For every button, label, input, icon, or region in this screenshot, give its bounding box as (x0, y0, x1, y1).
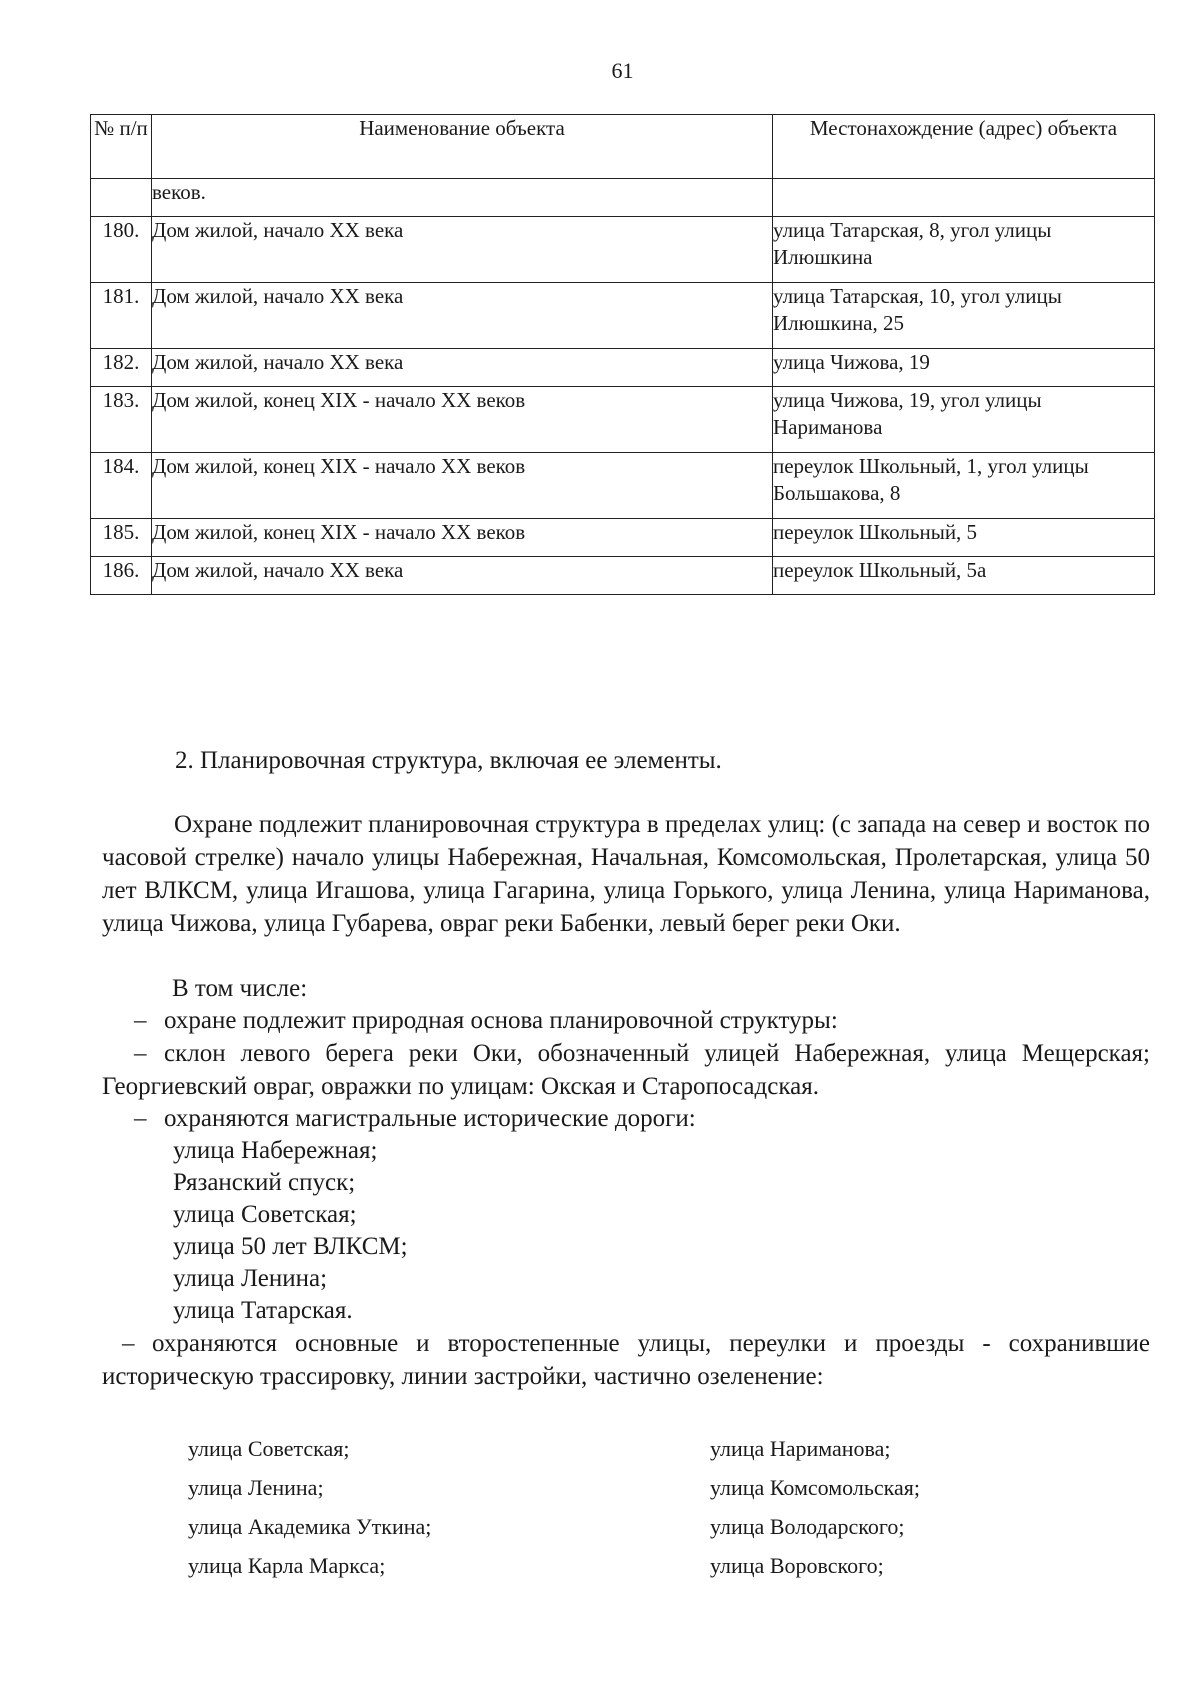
road-item: улица Ленина; (173, 1265, 328, 1292)
street-item: улица Нариманова; (710, 1436, 891, 1461)
row-address: переулок Школьный, 5 (773, 519, 1155, 557)
street-item: улица Комсомольская; (710, 1475, 921, 1500)
table-header-row (91, 115, 1155, 179)
paragraph-planning-structure: Охране подлежит планировочная структура в пределах улиц: (с запада на север и восток по часовой стрелке) начало улицы Набережная, Начальная, Комсомольская, Пролетарская, улица 50 лет ВЛКСМ, улица Игашова, улица Гагарина, улица Горького, улица Ленина, улица Нариманова, улица Чижова, улица Губарева, овраг реки Бабенки, левый берег реки Оки. (102, 811, 1151, 937)
list-item-text: охраняются основные и второстепенные улицы, переулки и проезды - сохранившие историческую трассировку, линии застройки, частично озеленение: (102, 1330, 1150, 1390)
streets-column-left (188, 1429, 431, 1585)
list-item-streets-kept (102, 1327, 1150, 1393)
list-item-text: охране подлежит природная основа планировочной структуры: (164, 1007, 838, 1034)
list-item-text: склон левого берега реки Оки, обозначенный улицей Набережная, улица Мещерская; Георгиевский овраг, овражки по улицам: Окская и Старопосадская. (102, 1040, 1150, 1100)
table-row (91, 179, 1155, 217)
list-item-roads (102, 1102, 1150, 1135)
street-item: улица Советская; (188, 1436, 350, 1461)
row-name: Дом жилой, начало XX века (152, 283, 773, 349)
row-num: 180. (91, 217, 152, 283)
street-item: улица Володарского; (710, 1514, 905, 1539)
row-num: 186. (91, 557, 152, 595)
row-name: Дом жилой, начало XX века (152, 349, 773, 387)
row-address: улица Татарская, 8, угол улицы Илюшкина (773, 217, 1155, 283)
streets-column-right (710, 1429, 920, 1585)
list-item-slope (102, 1037, 1150, 1103)
page-number: 61 (611, 58, 634, 83)
street-item: улица Ленина; (188, 1475, 324, 1500)
road-item: улица Татарская. (173, 1297, 353, 1324)
row-num: 182. (91, 349, 152, 387)
table-row (91, 217, 1155, 283)
in-particular-label: В том числе: (172, 975, 308, 1002)
street-item: улица Воровского; (710, 1553, 884, 1578)
row-name: Дом жилой, конец XIX - начало XX веков (152, 387, 773, 453)
header-address: Местонахождение (адрес) объекта (773, 115, 1155, 179)
road-item: Рязанский спуск; (173, 1169, 356, 1196)
row-num: 183. (91, 387, 152, 453)
row-address: переулок Школьный, 1, угол улицы Большакова, 8 (773, 453, 1155, 519)
row-address (773, 179, 1155, 217)
dash-marker: – (134, 1007, 147, 1034)
header-num: № п/п (91, 115, 152, 179)
road-item: улица Советская; (173, 1201, 357, 1228)
row-address: улица Чижова, 19, угол улицы Нариманова (773, 387, 1155, 453)
table-row (91, 387, 1155, 453)
section-heading: 2. Планировочная структура, включая ее элементы. (175, 747, 722, 774)
objects-table (90, 114, 1155, 595)
street-item: улица Карла Маркса; (188, 1553, 386, 1578)
road-item: улица Набережная; (173, 1137, 378, 1164)
table-row (91, 283, 1155, 349)
table-row (91, 557, 1155, 595)
row-name: Дом жилой, начало XX века (152, 217, 773, 283)
row-name: Дом жилой, конец XIX - начало XX веков (152, 519, 773, 557)
street-item: улица Академика Уткина; (188, 1514, 432, 1539)
dash-marker: – (134, 1040, 147, 1067)
row-num: 185. (91, 519, 152, 557)
table-row (91, 349, 1155, 387)
row-address: улица Чижова, 19 (773, 349, 1155, 387)
road-item: улица 50 лет ВЛКСМ; (173, 1233, 408, 1260)
row-address: переулок Школьный, 5а (773, 557, 1155, 595)
list-item-text: охраняются магистральные исторические дороги: (164, 1105, 696, 1132)
row-num (91, 179, 152, 217)
dash-marker: – (122, 1330, 135, 1357)
table-row (91, 519, 1155, 557)
row-name: Дом жилой, конец XIX - начало XX веков (152, 453, 773, 519)
row-name: Дом жилой, начало XX века (152, 557, 773, 595)
table-row (91, 453, 1155, 519)
row-address: улица Татарская, 10, угол улицы Илюшкина, 25 (773, 283, 1155, 349)
header-name: Наименование объекта (152, 115, 773, 179)
row-num: 184. (91, 453, 152, 519)
row-num: 181. (91, 283, 152, 349)
list-item-natural (102, 1004, 1150, 1037)
dash-marker: – (134, 1105, 147, 1132)
row-name: веков. (152, 179, 773, 217)
